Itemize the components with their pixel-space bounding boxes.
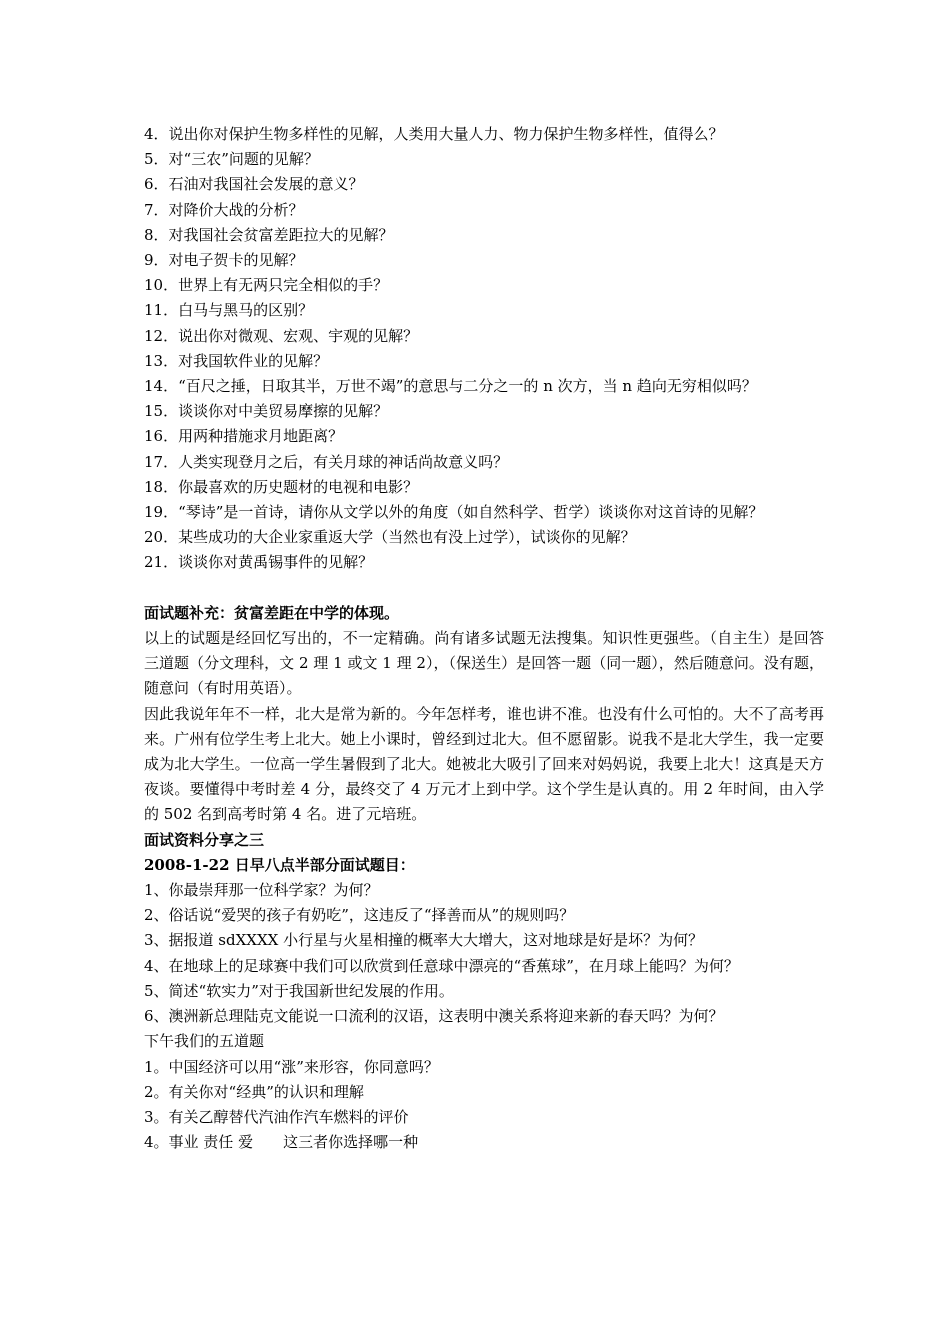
document-body: [144, 122, 824, 1155]
question-21: 21．谈谈你对黄禹锡事件的见解？: [144, 553, 374, 572]
question-18: 18．你最喜欢的历史题材的电视和电影？: [144, 477, 419, 496]
afternoon-question-2: 2。有关你对“经典”的认识和理解: [144, 1082, 364, 1101]
question-6: 6．石油对我国社会发展的意义？: [144, 175, 364, 194]
question-15: 15．谈谈你对中美贸易摩擦的见解？: [144, 402, 389, 421]
supplement-paragraph-2: 因此我说年年不一样，北大是常为新的。今年怎样考，谁也讲不准。也没有什么可怕的。大不了高考再来。广州有位学生考上北大。她上小课时，曾经到过北大。但不愿留影。说我不是北大学生，我一定要成为北大学生。一位高一学生暑假到了北大。她被北大吸引了回来对妈妈说，我要上北大！这真是天方夜谈。要懂得中考时差 4 分，最终交了 4 万元才上到中学。这个学生是认真的。用 2 年时间，由入学的 502 名到高考时第 4 名。进了元培班。: [144, 704, 824, 824]
morning-question-6: 6、澳洲新总理陆克文能说一口流利的汉语，这表明中澳关系将迎来新的春天吗？为何？: [144, 1007, 724, 1026]
afternoon-question-4: 4。事业 责任 爱 这三者你选择哪一种: [144, 1133, 419, 1152]
question-9: 9．对电子贺卡的见解？: [144, 251, 304, 270]
morning-question-2: 2、俗话说“爱哭的孩子有奶吃”，这违反了“择善而从”的规则吗？: [144, 906, 575, 925]
question-11: 11．白马与黑马的区别？: [144, 301, 314, 320]
question-14: 14．“百尺之捶，日取其半，万世不竭”的意思与二分之一的 n 次方，当 n 趋向无穷相似吗？: [144, 377, 757, 396]
question-4: 4．说出你对保护生物多样性的见解，人类用大量人力、物力保护生物多样性，值得么？: [144, 125, 724, 143]
afternoon-question-1: 1。中国经济可以用“涨”来形容，你同意吗？: [144, 1057, 439, 1076]
question-13: 13．对我国软件业的见解？: [144, 351, 329, 370]
question-12: 12．说出你对微观、宏观、宇观的见解？: [144, 326, 419, 345]
question-8: 8．对我国社会贫富差距拉大的见解？: [144, 225, 394, 244]
question-17: 17．人类实现登月之后，有关月球的神话尚故意义吗？: [144, 452, 509, 471]
supplement-heading: 面试题补充：贫富差距在中学的体现。: [144, 603, 400, 622]
morning-question-5: 5、简述“软实力”对于我国新世纪发展的作用。: [144, 981, 454, 1000]
morning-question-1: 1、你最崇拜那一位科学家？为何？: [144, 881, 379, 900]
question-5: 5．对“三农”问题的见解？: [144, 150, 319, 169]
morning-question-4: 4、在地球上的足球赛中我们可以欣赏到任意球中漂亮的“香蕉球”，在月球上能吗？为何？: [144, 956, 739, 975]
question-10: 10．世界上有无两只完全相似的手？: [144, 276, 389, 295]
share-heading: 面试资料分享之三: [144, 830, 265, 849]
supplement-paragraph-1: 以上的试题是经回忆写出的，不一定精确。尚有诸多试题无法搜集。知识性更强些。（自主生）是回答三道题（分文理科，文 2 理 1 或文 1 理 2），（保送生）是回答一题（同一题），然后随意问。没有题，随意问（有时用英语）。: [144, 629, 824, 698]
question-7: 7．对降价大战的分析？: [144, 200, 304, 219]
afternoon-question-3: 3。有关乙醇替代汽油作汽车燃料的评价: [144, 1107, 409, 1126]
question-20: 20．某些成功的大企业家重返大学（当然也有没上过学），试谈你的见解？: [144, 528, 636, 547]
morning-date-heading: 2008-1-22 日早八点半部分面试题目：: [144, 855, 415, 874]
afternoon-label: 下午我们的五道题: [144, 1032, 265, 1051]
question-16: 16．用两种措施求月地距离？: [144, 427, 344, 446]
blank-line: [144, 576, 824, 601]
question-19: 19．“琴诗”是一首诗，请你从文学以外的角度（如自然科学、哲学）谈谈你对这首诗的见解？: [144, 503, 764, 522]
morning-question-3: 3、据报道 sdXXXX 小行星与火星相撞的概率大大增大，这对地球是好是坏？为何？: [144, 931, 704, 950]
